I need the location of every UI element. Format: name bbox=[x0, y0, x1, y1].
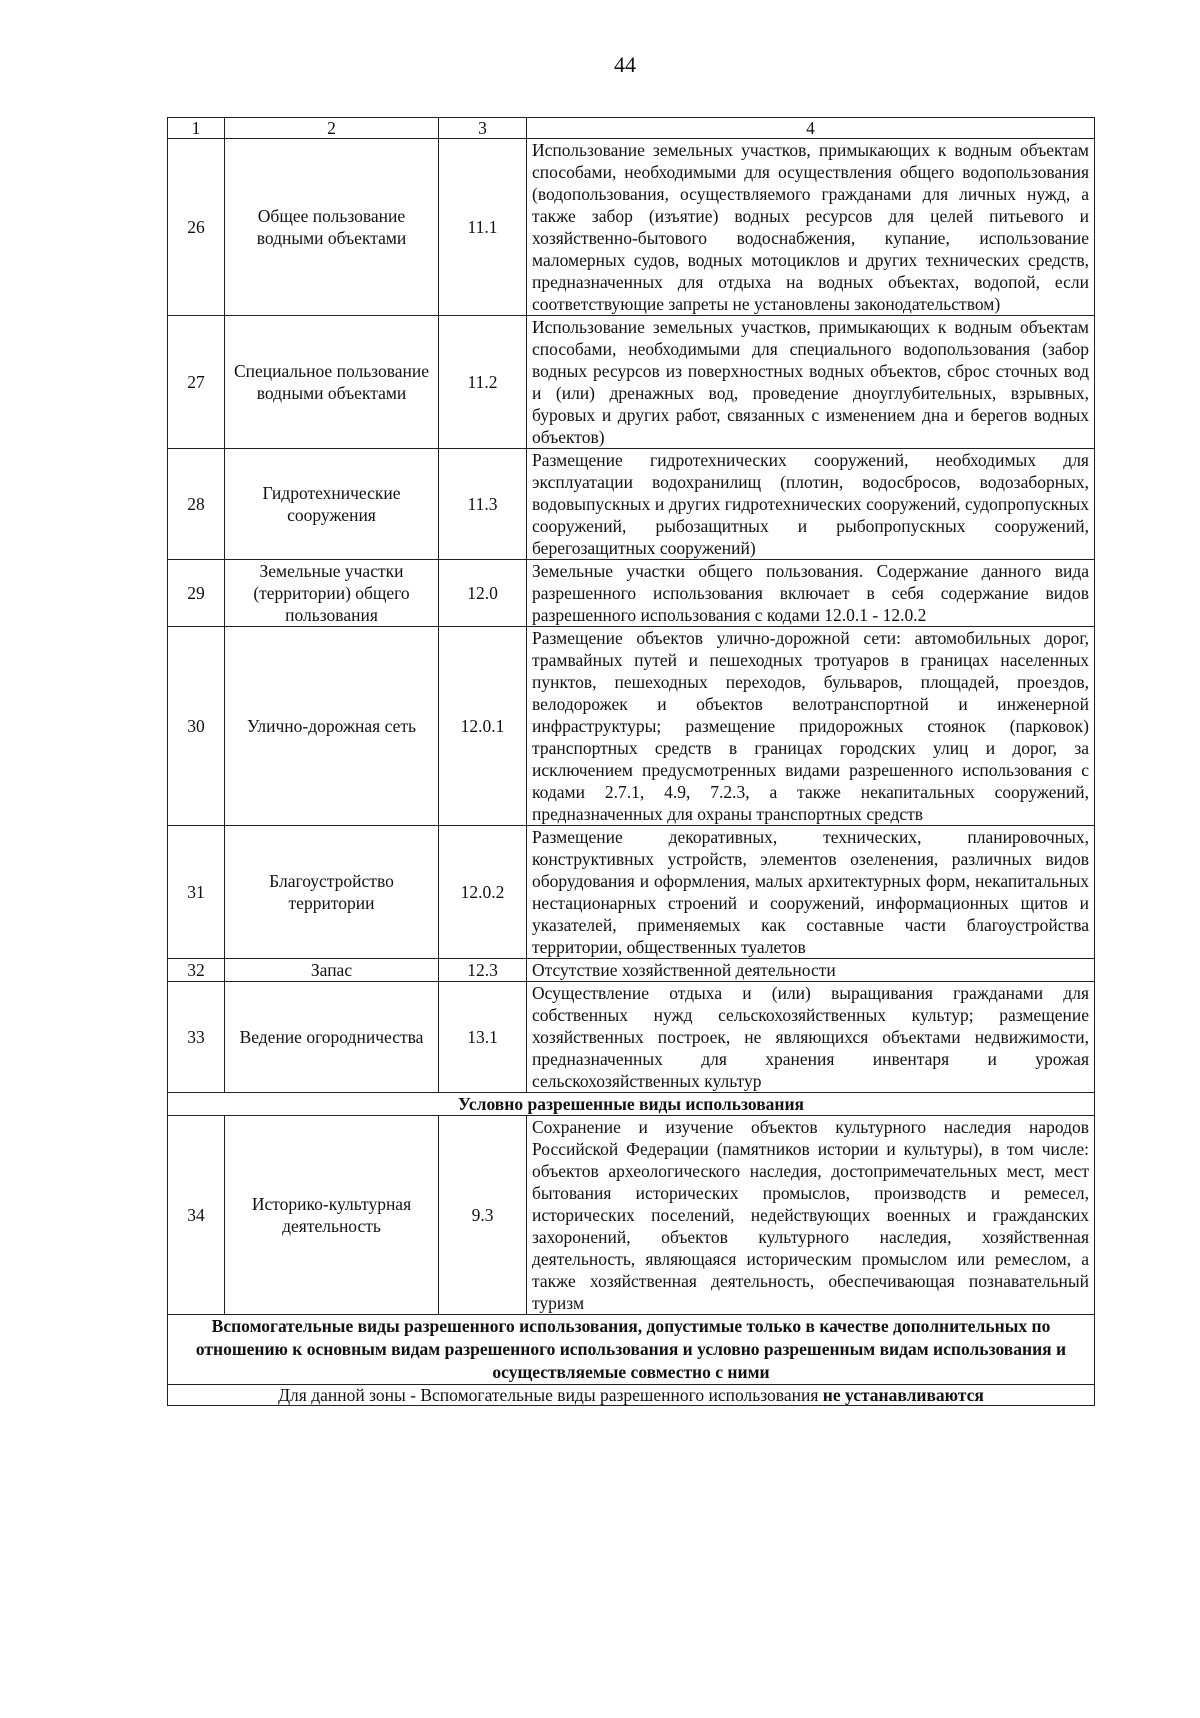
section-header-row bbox=[168, 1093, 1095, 1116]
use-type-description: Сохранение и изучение объектов культурного наследия народов Российской Федерации (памятников истории и культуры), в том числе: объектов археологического наследия, достопримечательных мест, мест бытования исторических промыслов, производств и ремесел, исторических поселений, недействующих военных и гражданских захоронений, объектов культурного наследия, хозяйственная деятельность, являющаяся историческим промыслом или ремеслом, а также хозяйственная деятельность, обеспечивающая познавательный туризм bbox=[527, 1116, 1095, 1315]
use-type-description: Использование земельных участков, примыкающих к водным объектам способами, необходимыми для специального водопользования (забор водных ресурсов из поверхностных водных объектов, сброс сточных вод и (или) дренажных вод, проведение дноуглубительных, взрывных, буровых и других работ, связанных с изменением дна и берегов водных объектов) bbox=[527, 316, 1095, 449]
use-type-name: Общее пользование водными объектами bbox=[225, 139, 439, 316]
row-number: 28 bbox=[168, 449, 225, 560]
use-type-name: Ведение огородничества bbox=[225, 982, 439, 1093]
row-number: 30 bbox=[168, 627, 225, 826]
column-header-4: 4 bbox=[527, 118, 1095, 139]
use-type-description: Размещение гидротехнических сооружений, необходимых для эксплуатации водохранилищ (плотин, водосбросов, водозаборных, водовыпускных и других гидротехнических сооружений, судопропускных сооружений, рыбозащитных и рыбопропускных сооружений, берегозащитных сооружений) bbox=[527, 449, 1095, 560]
use-type-code: 11.3 bbox=[439, 449, 527, 560]
row-number: 29 bbox=[168, 560, 225, 627]
table-row bbox=[168, 560, 1095, 627]
use-type-code: 13.1 bbox=[439, 982, 527, 1093]
table-row bbox=[168, 627, 1095, 826]
use-type-name: Историко-культурная деятельность bbox=[225, 1116, 439, 1315]
auxiliary-note-status: не устанавливаются bbox=[822, 1385, 984, 1405]
use-type-name: Специальное пользование водными объектами bbox=[225, 316, 439, 449]
use-type-code: 11.1 bbox=[439, 139, 527, 316]
row-number: 34 bbox=[168, 1116, 225, 1315]
land-use-table bbox=[167, 117, 1095, 1406]
row-number: 31 bbox=[168, 826, 225, 959]
column-header-3: 3 bbox=[439, 118, 527, 139]
table-row bbox=[168, 139, 1095, 316]
use-type-description: Земельные участки общего пользования. Содержание данного вида разрешенного использования включает в себя содержание видов разрешенного использования с кодами 12.0.1 - 12.0.2 bbox=[527, 560, 1095, 627]
row-number: 27 bbox=[168, 316, 225, 449]
note-row bbox=[168, 1385, 1095, 1406]
page-number: 44 bbox=[614, 52, 636, 77]
use-type-code: 12.0 bbox=[439, 560, 527, 627]
row-number: 33 bbox=[168, 982, 225, 1093]
conditional-section-title: Условно разрешенные виды использования bbox=[168, 1093, 1095, 1116]
column-header-2: 2 bbox=[225, 118, 439, 139]
table-row bbox=[168, 959, 1095, 982]
use-type-description: Размещение декоративных, технических, планировочных, конструктивных устройств, элементов озеленения, различных видов оборудования и оформления, малых архитектурных форм, некапитальных нестационарных строений и сооружений, информационных щитов и указателей, применяемых как составные части благоустройства территории, общественных туалетов bbox=[527, 826, 1095, 959]
table-row bbox=[168, 449, 1095, 560]
table-row bbox=[168, 826, 1095, 959]
row-number: 32 bbox=[168, 959, 225, 982]
column-header-1: 1 bbox=[168, 118, 225, 139]
use-type-description: Отсутствие хозяйственной деятельности bbox=[527, 959, 1095, 982]
use-type-code: 11.2 bbox=[439, 316, 527, 449]
auxiliary-note bbox=[168, 1385, 1095, 1406]
table-header-row bbox=[168, 118, 1095, 139]
section-header-row bbox=[168, 1315, 1095, 1385]
use-type-name: Земельные участки (территории) общего пользования bbox=[225, 560, 439, 627]
table-row bbox=[168, 982, 1095, 1093]
use-type-description: Использование земельных участков, примыкающих к водным объектам способами, необходимыми для осуществления общего водопользования (водопользования, осуществляемого гражданами для личных нужд, а также забор (изъятие) водных ресурсов для целей питьевого и хозяйственно-бытового водоснабжения, купание, использование маломерных судов, водных мотоциклов и других технических средств, предназначенных для отдыха на водных объектах, водопой, если соответствующие запреты не установлены законодательством) bbox=[527, 139, 1095, 316]
auxiliary-section-title: Вспомогательные виды разрешенного использования, допустимые только в качестве дополнительных по отношению к основным видам разрешенного использования и условно разрешенным видам использования и осуществляемые совместно с ними bbox=[168, 1315, 1095, 1385]
use-type-name: Гидротехнические сооружения bbox=[225, 449, 439, 560]
use-type-code: 9.3 bbox=[439, 1116, 527, 1315]
row-number: 26 bbox=[168, 139, 225, 316]
use-type-code: 12.3 bbox=[439, 959, 527, 982]
auxiliary-note-prefix: Для данной зоны - Вспомогательные виды разрешенного использования bbox=[278, 1385, 819, 1405]
use-type-code: 12.0.1 bbox=[439, 627, 527, 826]
use-type-name: Благоустройство территории bbox=[225, 826, 439, 959]
use-type-description: Размещение объектов улично-дорожной сети: автомобильных дорог, трамвайных путей и пешеходных тротуаров в границах населенных пунктов, пешеходных переходов, бульваров, площадей, проездов, велодорожек и объектов велотранспортной и инженерной инфраструктуры; размещение придорожных стоянок (парковок) транспортных средств в границах городских улиц и дорог, за исключением предусмотренных видами разрешенного использования с кодами 2.7.1, 4.9, 7.2.3, а также некапитальных сооружений, предназначенных для охраны транспортных средств bbox=[527, 627, 1095, 826]
use-type-code: 12.0.2 bbox=[439, 826, 527, 959]
table-row bbox=[168, 1116, 1095, 1315]
use-type-description: Осуществление отдыха и (или) выращивания гражданами для собственных нужд сельскохозяйственных культур; размещение хозяйственных построек, не являющихся объектами недвижимости, предназначенных для хранения инвентаря и урожая сельскохозяйственных культур bbox=[527, 982, 1095, 1093]
use-type-name: Запас bbox=[225, 959, 439, 982]
use-type-name: Улично-дорожная сеть bbox=[225, 627, 439, 826]
table-row bbox=[168, 316, 1095, 449]
